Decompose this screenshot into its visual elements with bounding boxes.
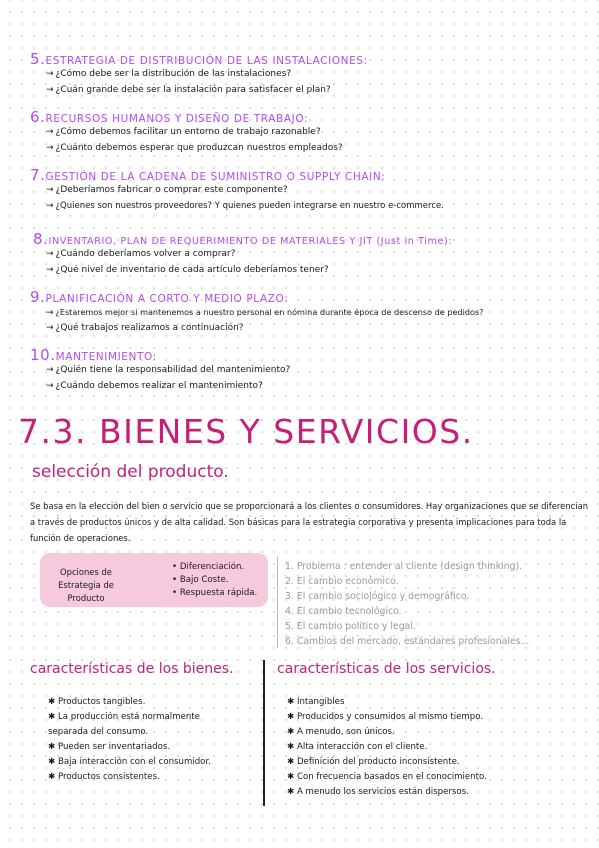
section-10-question: → ¿Quién tiene la responsabilidad del mantenimiento? [46,365,291,375]
list-item: 4. El cambio tecnológico. [285,606,402,617]
list-item: ✱ A menudo los servicios están dispersos. [287,787,469,797]
section-6-question: → ¿Cómo debemos facilitar un entorno de trabajo razonable? [46,127,321,137]
subtitle: selección del producto. [32,462,229,482]
section-5-question: → ¿Cuán grande debe ser la instalación para satisfacer el plan? [46,85,331,95]
section-9-question: → ¿Qué trabajos realizamos a continuación? [46,323,244,333]
section-6-heading: 6.RECURSOS HUMANOS Y DISEÑO DE TRABAJO: [30,108,309,126]
intro-paragraph: Se basa en la elección del bien o servicio que se proporcionará a los clientes o consumidores. Hay organizaciones que se diferencian a través de productos únicos y de alta calidad. Son básicas para la estrategia corporativa y presenta implicaciones para toda la función de operaciones. [30,501,589,543]
services-title: características de los servicios. [277,661,496,677]
column-divider [263,660,265,806]
option-item: • Bajo Coste. [172,575,229,585]
list-item: 3. El cambio sociológico y demográfico. [285,591,470,602]
section-6-question: → ¿Cuánto debemos esperar que produzcan nuestros empleados? [46,143,343,153]
list-item: ✱ Alta interacción con el cliente. [287,742,428,752]
list-item: ✱ Producidos y consumidos al mismo tiempo. [287,712,484,722]
factors-list [285,559,529,649]
services-list [287,695,487,800]
list-item: ✱ A menudo, son únicos. [287,727,395,737]
section-8-question: → ¿Cuándo deberíamos volver a comprar? [46,249,236,259]
section-7-question: → ¿Deberíamos fabricar o comprar este componente? [46,185,288,195]
divider [277,556,278,648]
goods-list [48,695,238,785]
section-7-question: → ¿Quienes son nuestros proveedores? Y quienes pueden integrarse en nuestro e-commerce. [46,201,444,211]
section-7-heading: 7.GESTIÓN DE LA CADENA DE SUMINISTRO O SUPPLY CHAIN: [30,166,386,184]
list-item: ✱ Con frecuencia basados en el conocimiento. [287,772,487,782]
list-item: 6. Cambios del mercado, estándares profesionales... [285,636,530,647]
list-item: 2. El cambio económico. [285,576,399,587]
list-item: ✱ Pueden ser inventariados. [48,742,171,752]
options-box [40,553,268,607]
options-label: Opciones de Estrategia de Producto [58,567,114,603]
section-8-question: → ¿Qué nivel de inventario de cada artículo deberíamos tener? [46,265,329,275]
goods-title: características de los bienes. [30,661,234,677]
section-10-heading: 10.MANTENIMIENTO: [30,346,157,364]
list-item: ✱ Productos tangibles. [48,697,146,707]
list-item: ✱ La producción está normalmente separada del consumo. [48,712,200,737]
section-5-heading: 5.ESTRATEGIA DE DISTRIBUCIÓN DE LAS INSTALACIONES: [30,50,368,68]
list-item: 5. El cambio político y legal. [285,621,416,632]
option-item: • Respuesta rápida. [172,588,258,598]
section-8-heading: 8.INVENTARIO, PLAN DE REQUERIMIENTO DE MATERIALES Y JIT (Just in Time): [33,230,453,248]
main-title: 7.3. BIENES Y SERVICIOS. [18,412,474,451]
list-item: ✱ Definición del producto inconsistente. [287,757,460,767]
list-item: ✱ Intangibles [287,697,345,707]
section-9-question: → ¿Estaremos mejor si mantenemos a nuestro personal en nómina durante época de descenso de pedidos? [46,307,484,318]
list-item: 1. Problema : entender al cliente (design thinking). [285,561,523,572]
section-10-question: → ¿Cuándo debemos realizar el mantenimiento? [46,381,263,391]
list-item: ✱ Baja interacción con el consumidor. [48,757,211,767]
list-item: ✱ Productos consistentes. [48,772,160,782]
section-5-question: → ¿Cómo debe ser la distribución de las instalaciones? [46,69,292,79]
section-9-heading: 9.PLANIFICACIÓN A CORTO Y MEDIO PLAZO: [30,288,289,306]
options-list [172,561,257,600]
option-item: • Diferenciación. [172,562,245,572]
